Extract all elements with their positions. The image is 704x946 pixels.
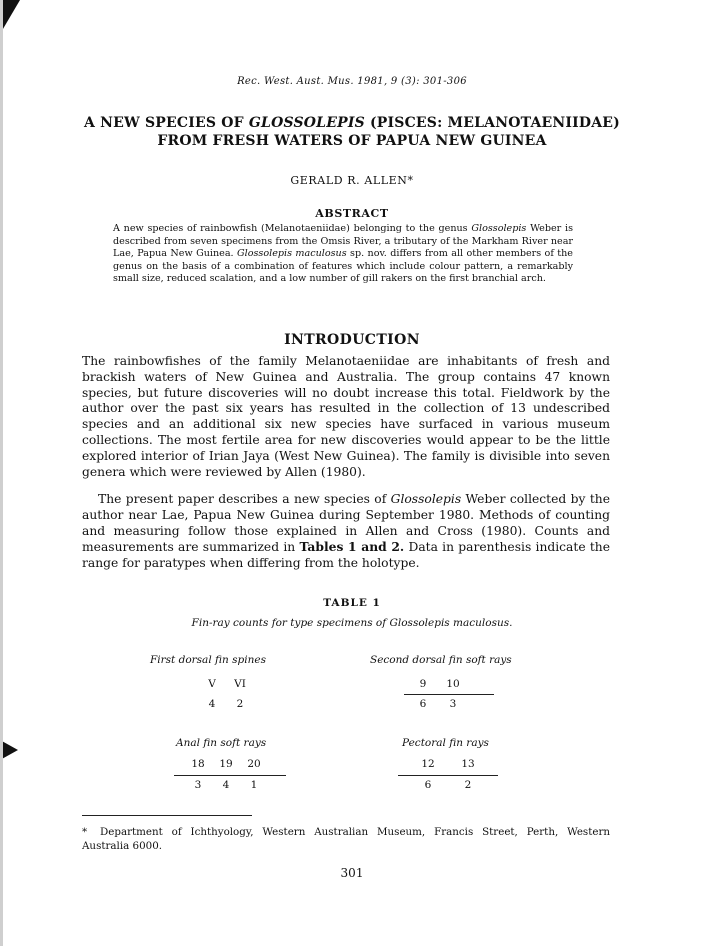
footnote-text: Department of Ichthyology, Western Australian Museum, Francis Street, Perth, Western Australia 6000. — [82, 826, 610, 852]
pectoral-fin-label: Pectoral fin rays — [402, 737, 489, 749]
abstract-heading: ABSTRACT — [315, 207, 389, 220]
table-cell: VI — [234, 678, 246, 690]
title-line1-suffix: (PISCES: MELANOTAENIIDAE) — [364, 115, 620, 131]
table-cell: 6 — [419, 698, 427, 710]
introduction-paragraph-2 — [82, 492, 610, 572]
anal-fin-label: Anal fin soft rays — [176, 737, 267, 749]
table-cell: 19 — [219, 758, 233, 770]
first-dorsal-group — [150, 654, 290, 714]
journal-citation: Rec. West. Aust. Mus. 1981, 9 (3): 301-306 — [237, 76, 467, 87]
paragraph-part: Data in parenthesis indicate the range for paratypes when differing from the holotype. — [82, 540, 610, 571]
table-caption — [0, 617, 704, 629]
paragraph-genus: Glossolepis — [390, 492, 462, 506]
table-cell: 3 — [194, 779, 202, 791]
table-cell: 12 — [421, 758, 435, 770]
title-line2: FROM FRESH WATERS OF PAPUA NEW GUINEA — [157, 133, 547, 149]
table-cell: 4 — [208, 698, 216, 710]
paragraph-part: The present paper describes a new species of — [98, 492, 391, 506]
caption-part: . — [509, 617, 513, 629]
table-cell: 1 — [250, 779, 258, 791]
pectoral-fin-counts-row — [408, 779, 488, 791]
introduction-heading: INTRODUCTION — [284, 332, 420, 348]
table-cell: 2 — [464, 779, 472, 791]
anal-fin-counts-row — [184, 779, 268, 791]
table-cell: 6 — [424, 779, 432, 791]
first-dorsal-label: First dorsal fin spines — [150, 654, 266, 666]
table-rule — [404, 694, 494, 695]
introduction-paragraph-1: The rainbowfishes of the family Melanotaeniidae are inhabitants of fresh and brackish waters of New Guinea and Australia. The group contains 47 known species, but future discoveries will no doubt increase this total. Fieldwork by the author over the past six years has resulted in the collection of 13 undescribed species and an additional six new species have surfaced in various museum collections. The most fertile area for new discoveries would appear to be the little explored interior of Irian Jaya (West New Guinea). The family is divisible into seven genera which were reviewed by Allen (1980). — [82, 354, 610, 479]
author-affiliation-footnote — [82, 826, 610, 853]
first-dorsal-counts-row — [198, 698, 254, 710]
anal-fin-values-row — [184, 758, 268, 770]
scan-edge-mark — [0, 0, 3, 946]
caption-part: Fin-ray counts for type specimens of — [191, 617, 390, 629]
first-dorsal-values-row — [198, 678, 254, 690]
table-cell: 2 — [236, 698, 244, 710]
abstract-genus: Glossolepis — [471, 223, 527, 234]
abstract-part: sp. nov. differs from all other members of the genus on the basis of a combination of features which include colour pattern, a remarkably small size, reduced scalation, and a low number of gill rakers on the first branchial arch. — [113, 248, 573, 285]
table-rule — [174, 775, 286, 776]
abstract-species: Glossolepis maculosus — [237, 248, 347, 260]
table-cell: 9 — [419, 678, 427, 690]
paper-title — [60, 114, 644, 150]
footnote-divider — [82, 815, 252, 816]
title-line1-prefix: A NEW SPECIES OF — [84, 115, 249, 131]
table-cell: 3 — [449, 698, 457, 710]
second-dorsal-group — [370, 654, 540, 714]
second-dorsal-label: Second dorsal fin soft rays — [370, 654, 512, 666]
table-cell: 4 — [222, 779, 230, 791]
abstract-text — [113, 223, 573, 286]
caption-species: Glossolepis maculosus — [389, 617, 510, 629]
pectoral-fin-group — [390, 737, 530, 797]
page-number: 301 — [340, 866, 364, 880]
abstract-part: Weber is described from seven specimens from the Omsis River, a tributary of the Markham River near Lae, Papua New Guinea. — [113, 223, 573, 260]
abstract-part: A new species of rainbowfish (Melanotaeniidae) belonging to the genus — [113, 223, 472, 234]
table-cell: 10 — [446, 678, 460, 690]
table-cell: 18 — [191, 758, 205, 770]
author-name: GERALD R. ALLEN* — [290, 174, 414, 187]
title-genus: GLOSSOLEPIS — [248, 115, 365, 131]
footnote-mark: * — [82, 826, 88, 838]
table-cell: 13 — [461, 758, 475, 770]
table-cell: V — [208, 678, 216, 690]
table-heading: TABLE 1 — [323, 597, 381, 609]
paragraph-part: Weber collected by the author near Lae, Papua New Guinea during September 1980. Methods of counting and measuring follow those explained in Allen and Cross (1980). Counts and measurements are summarized in — [82, 492, 610, 555]
pectoral-fin-values-row — [408, 758, 488, 770]
second-dorsal-values-row — [408, 678, 468, 690]
second-dorsal-counts-row — [408, 698, 468, 710]
table-rule — [398, 775, 498, 776]
table-cell: 20 — [247, 758, 261, 770]
table-reference: Tables 1 and 2. — [299, 539, 405, 555]
anal-fin-group — [160, 737, 300, 797]
scan-edge-mark — [0, 0, 20, 34]
